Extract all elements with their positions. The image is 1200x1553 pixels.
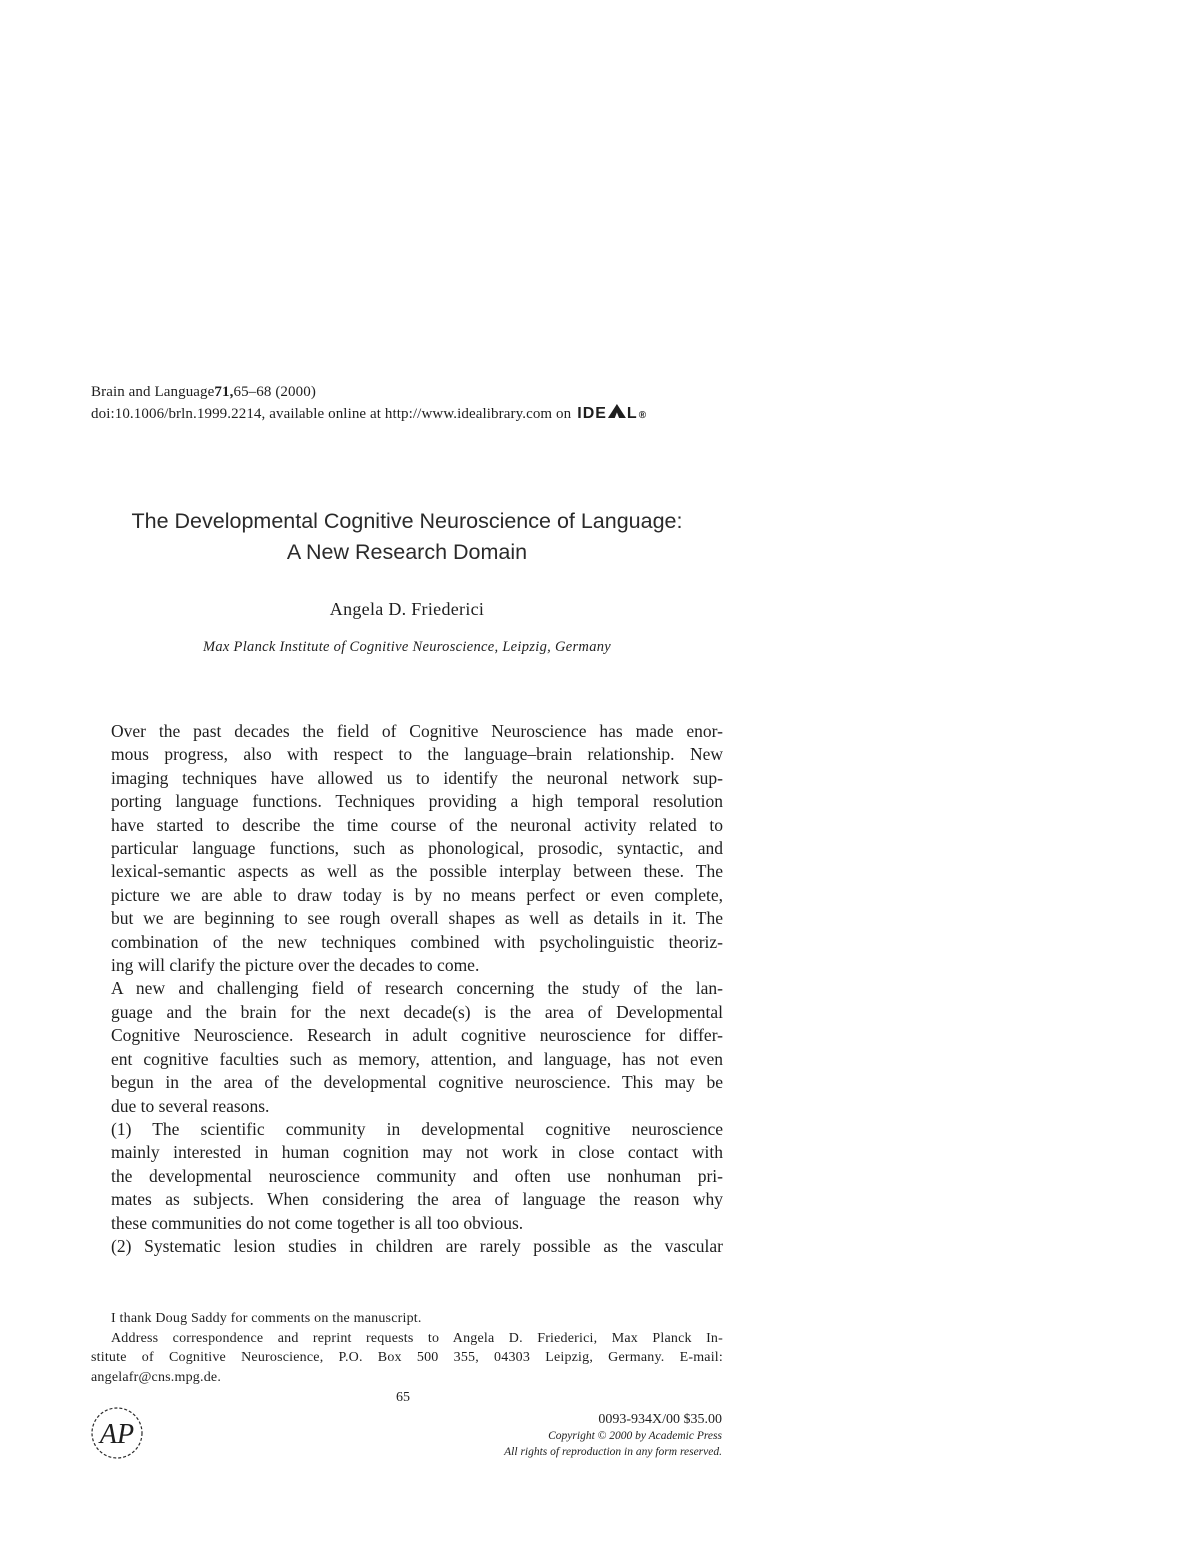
title-line-1: The Developmental Cognitive Neuroscience of Language: xyxy=(131,509,683,533)
text-line: the developmental neuroscience community and often use nonhuman pri- xyxy=(111,1165,723,1186)
ideal-logo-left-text: IDE xyxy=(577,405,607,422)
footnote-line: stitute of Cognitive Neuroscience, P.O. Box 500 355, 04303 Leipzig, Germany. E-mail: xyxy=(91,1350,723,1365)
text-line: mainly interested in human cognition may not work in close contact with xyxy=(111,1142,723,1163)
academic-press-logo-icon xyxy=(88,1404,146,1462)
text-line: (2) Systematic lesion studies in children are rarely possible as the vascular xyxy=(111,1235,723,1256)
text-line: ing will clarify the picture over the decades to come. xyxy=(111,955,480,976)
doi-line xyxy=(91,403,647,426)
journal-pages-year: 65–68 (2000) xyxy=(233,384,316,400)
text-line: porting language functions. Techniques providing a high temporal resolution xyxy=(111,791,723,812)
paragraph-1 xyxy=(91,720,723,977)
journal-header xyxy=(91,382,647,426)
journal-citation xyxy=(91,382,647,403)
doi-text: doi:10.1006/brln.1999.2214, available online at http://www.idealibrary.com on xyxy=(91,406,572,422)
paragraph-3 xyxy=(91,1118,723,1235)
text-line: mates as subjects. When considering the area of language the reason why xyxy=(111,1189,723,1210)
correspondence-footnote xyxy=(91,1329,723,1388)
text-line: particular language functions, such as phonological, prosodic, syntactic, and xyxy=(111,838,723,859)
text-line: lexical-semantic aspects as well as the possible interplay between these. The xyxy=(111,861,723,882)
page-number: 65 xyxy=(396,1390,410,1405)
article-title xyxy=(91,506,723,568)
ideal-logo-right-text: L xyxy=(626,405,638,422)
text-line: but we are beginning to see rough overall shapes as well as details in it. The xyxy=(111,908,723,929)
text-line: combination of the new techniques combined with psycholinguistic theoriz- xyxy=(111,931,723,952)
issn-price: 0093-934X/00 $35.00 xyxy=(598,1412,722,1427)
academic-press-logo xyxy=(88,1404,146,1462)
text-line: have started to describe the time course of the neuronal activity related to xyxy=(111,814,723,835)
text-line: ent cognitive faculties such as memory, attention, and language, has not even xyxy=(111,1048,723,1069)
copyright-block xyxy=(504,1412,722,1460)
title-line-2: A New Research Domain xyxy=(286,540,528,564)
registered-mark: ® xyxy=(638,410,648,421)
text-line: these communities do not come together is all too obvious. xyxy=(111,1212,524,1233)
author-affiliation: Max Planck Institute of Cognitive Neuroscience, Leipzig, Germany xyxy=(202,639,612,655)
author-name: Angela D. Friederici xyxy=(329,599,485,619)
footnote-line: Address correspondence and reprint requests to Angela D. Friederici, Max Planck In- xyxy=(111,1330,723,1346)
paragraph-4 xyxy=(91,1235,723,1258)
footnotes xyxy=(91,1309,723,1387)
text-line: Cognitive Neuroscience. Research in adult cognitive neuroscience for differ- xyxy=(111,1025,723,1046)
text-line: Over the past decades the field of Cognitive Neuroscience has made enor- xyxy=(111,721,723,741)
body-text xyxy=(91,720,723,1258)
text-line: guage and the brain for the next decade(s) is the area of Developmental xyxy=(111,1001,723,1022)
text-line: A new and challenging field of research concerning the study of the lan- xyxy=(111,978,723,999)
text-line: (1) The scientific community in developmental cognitive neuroscience xyxy=(111,1118,723,1139)
copyright-notice: Copyright © 2000 by Academic Press xyxy=(548,1430,722,1442)
ideal-logo xyxy=(577,403,647,426)
text-line: due to several reasons. xyxy=(111,1095,270,1116)
footnote-line: angelafr@cns.mpg.de. xyxy=(91,1369,222,1385)
journal-volume: 71, xyxy=(214,384,234,400)
acknowledgment-footnote: I thank Doug Saddy for comments on the manuscript. xyxy=(111,1311,422,1326)
text-line: begun in the area of the developmental cognitive neuroscience. This may be xyxy=(111,1072,723,1093)
text-line: mous progress, also with respect to the language–brain relationship. New xyxy=(111,744,723,765)
rights-notice: All rights of reproduction in any form reserved. xyxy=(504,1446,722,1458)
journal-name: Brain and Language xyxy=(91,384,215,400)
ideal-arrow-icon xyxy=(608,404,626,418)
publisher-logo-letters: AP xyxy=(99,1419,135,1450)
paragraph-2 xyxy=(91,977,723,1117)
text-line: picture we are able to draw today is by no means perfect or even complete, xyxy=(111,884,723,905)
text-line: imaging techniques have allowed us to identify the neuronal network sup- xyxy=(111,767,723,788)
